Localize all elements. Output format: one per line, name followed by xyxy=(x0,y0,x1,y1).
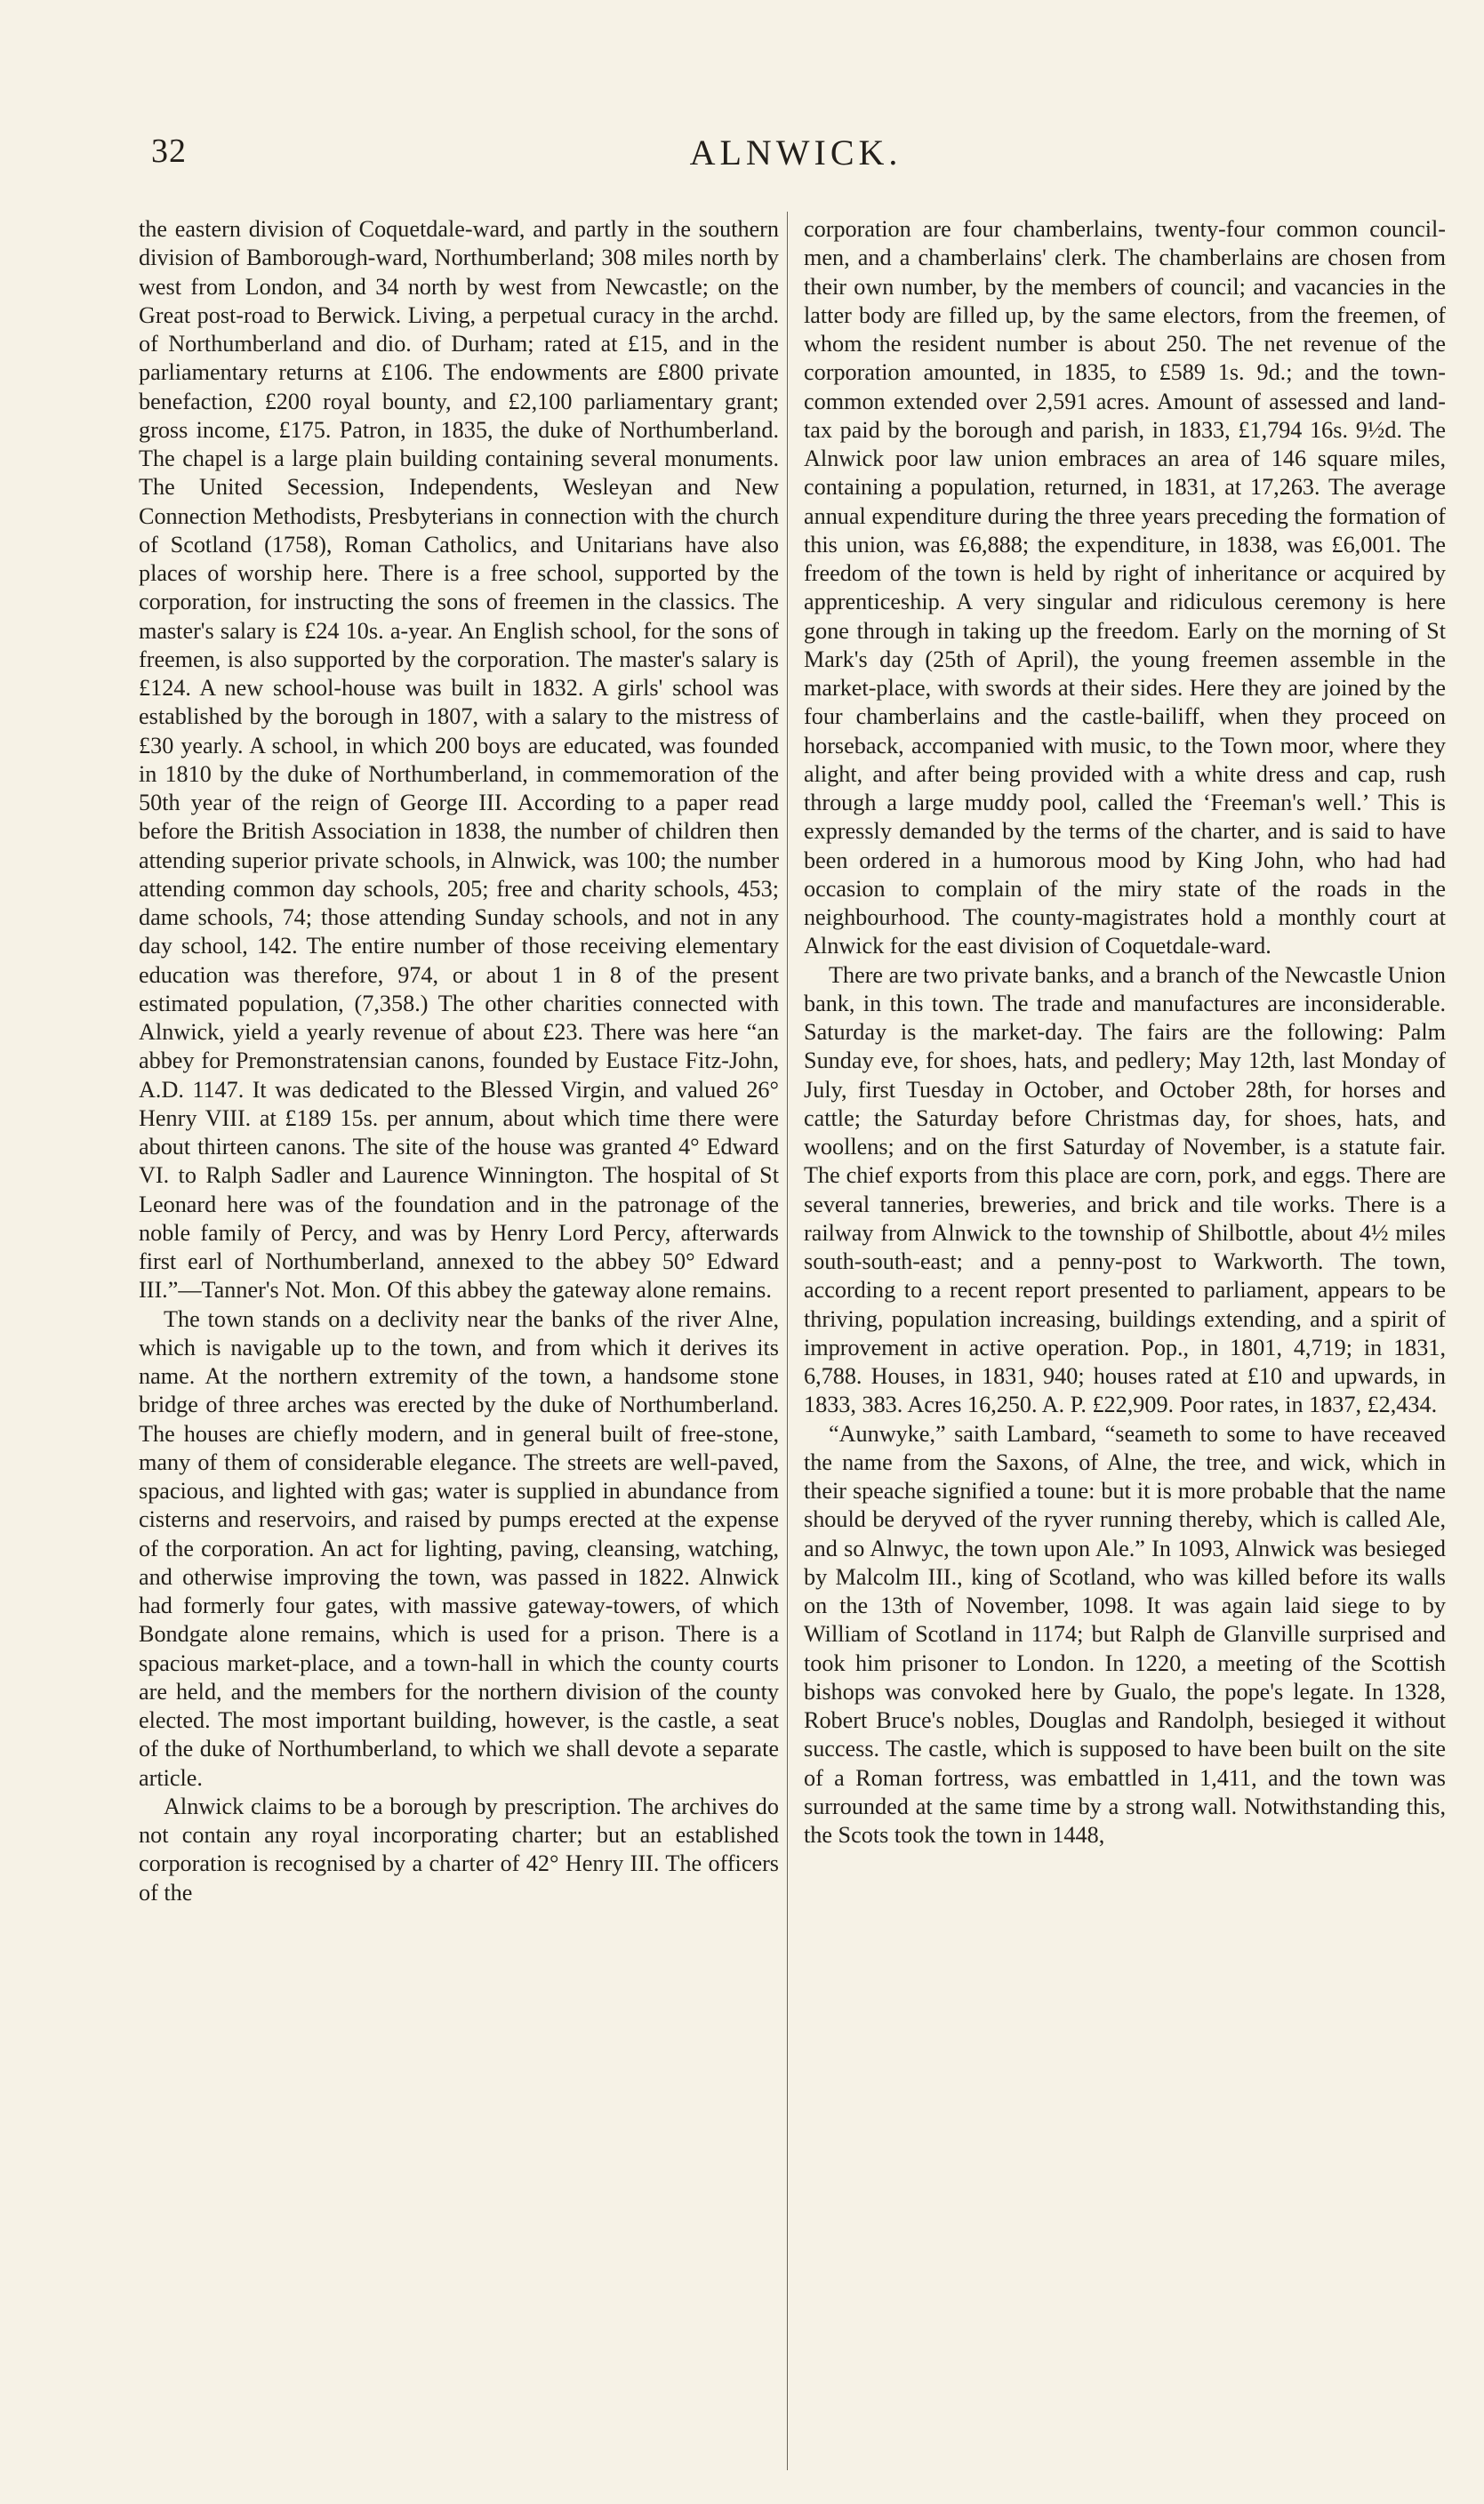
running-title: ALNWICK. xyxy=(689,132,902,173)
paragraph: the eastern division of Coquetdale-ward, and partly in the southern division of Bamborough-ward, Northumberland; 308 miles north by west from London, and 34 north by west from Newcastle; on the Great post-road to Berwick. Living, a perpetual curacy in the archd. of Northumberland and dio. of Durham; rated at £15, and in the parliamentary returns at £106. The endowments are £800 private benefaction, £200 royal bounty, and £2,100 parliamentary grant; gross income, £175. Patron, in 1835, the duke of Northumberland. The chapel is a large plain building containing several monuments. The United Secession, Independents, Wesleyan and New Connection Methodists, Presbyterians in connection with the church of Scotland (1758), Roman Catholics, and Unitarians have also places of worship here. There is a free school, supported by the corporation, for instructing the sons of freemen in the classics. The master's salary is £24 10s. a-year. An English school, for the sons of freemen, is also supported by the corporation. The master's salary is £124. A new school-house was built in 1832. A girls' school was established by the borough in 1807, with a salary to the mistress of £30 yearly. A school, in which 200 boys are educated, was founded in 1810 by the duke of Northumberland, in commemoration of the 50th year of the reign of George III. According to a paper read before the British Association in 1838, the number of children then attending superior private schools, in Alnwick, was 100; the number attending common day schools, 205; free and charity schools, 453; dame schools, 74; those attending Sunday schools, and not in any day school, 142. The entire number of those receiving elementary education was therefore, 974, or about 1 in 8 of the present estimated population, (7,358.) The other charities connected with Alnwick, yield a yearly revenue of about £23. There was here “an abbey for Premonstratensian canons, founded by Eustace Fitz-John, A.D. 1147. It was dedicated to the Blessed Virgin, and valued 26° Henry VIII. at £189 15s. per annum, about which time there were about thirteen canons. The site of the house was granted 4° Edward VI. to Ralph Sadler and Laurence Winnington. The hospital of St Leonard here was of the foundation and in the patronage of the noble family of Percy, and was by Henry Lord Percy, afterwards first earl of Northumberland, annexed to the abbey 50° Edward III.”—Tanner's Not. Mon. Of this abbey the gateway alone remains. xyxy=(139,216,779,1304)
paragraph: There are two private banks, and a branch of the Newcastle Union bank, in this town. The trade and manufactures are inconsiderable. Saturday is the market-day. The fairs are the following: Palm Sunday eve, for shoes, hats, and pedlery; May 12th, last Monday of July, first Tuesday in October, and October 28th, for horses and cattle; the Saturday before Christmas day, for shoes, hats, and woollens; and on the first Saturday of November, is a statute fair. The chief exports from this place are corn, pork, and eggs. There are several tanneries, breweries, and brick and tile works. There is a railway from Alnwick to the township of Shilbottle, about 4½ miles south-south-east; and a penny-post to Warkworth. The town, according to a recent report presented to parliament, appears to be thriving, population increasing, buildings extending, and a spirit of improvement in active operation. Pop., in 1801, 4,719; in 1831, 6,788. Houses, in 1831, 940; houses rated at £10 and upwards, in 1833, 383. Acres 16,250. A. P. £22,909. Poor rates, in 1837, £2,434. xyxy=(804,961,1446,1418)
page-header xyxy=(142,132,1449,185)
paragraph: The town stands on a declivity near the banks of the river Alne, which is navigable up to the town, and from which it derives its name. At the northern extremity of the town, a handsome stone bridge of three arches was erected by the duke of Northumberland. The houses are chiefly modern, and in general built of free-stone, many of them of considerable elegance. The streets are well-paved, spacious, and lighted with gas; water is supplied in abundance from cisterns and reservoirs, and raised by pumps erected at the expense of the corporation. An act for lighting, paving, cleansing, watching, and otherwise improving the town, was passed in 1822. Alnwick had formerly four gates, with massive gateway-towers, of which Bondgate alone remains, which is used for a prison. There is a spacious market-place, and a town-hall in which the county courts are held, and the members for the northern division of the county elected. The most important building, however, is the castle, a seat of the duke of Northumberland, to which we shall devote a separate article. xyxy=(139,1305,779,1791)
column-divider xyxy=(787,212,788,2470)
left-column xyxy=(139,215,779,2474)
right-column xyxy=(804,215,1446,2474)
paragraph: corporation are four chamberlains, twenty-four common council-men, and a chamberlains' clerk. The chamberlains are chosen from their own number, by the members of council; and vacancies in the latter body are filled up, by the same electors, from the freemen, of whom the resident number is about 250. The net revenue of the corporation amounted, in 1835, to £589 1s. 9d.; and the town-common extended over 2,591 acres. Amount of assessed and land-tax paid by the borough and parish, in 1833, £1,794 16s. 9½d. The Alnwick poor law union embraces an area of 146 square miles, containing a population, returned, in 1831, at 17,263. The average annual expenditure during the three years preceding the formation of this union, was £6,888; the expenditure, in 1838, was £6,001. The freedom of the town is held by right of inheritance or acquired by apprenticeship. A very singular and ridiculous ceremony is here gone through in taking up the freedom. Early on the morning of St Mark's day (25th of April), the young freemen assemble in the market-place, with swords at their sides. Here they are joined by the four chamberlains and the castle-bailiff, when they proceed on horseback, accompanied with music, to the Town moor, where they alight, and after being provided with a white dress and cap, rush through a large muddy pool, called the ‘Freeman's well.’ This is expressly demanded by the terms of the charter, and is said to have been ordered in a humorous mood by King John, who had had occasion to complain of the miry state of the roads in the neighbourhood. The county-magistrates hold a monthly court at Alnwick for the east division of Coquetdale-ward. xyxy=(804,216,1446,959)
paragraph: “Aunwyke,” saith Lambard, “seameth to some to have receaved the name from the Saxons, of Alne, the tree, and wick, which in their speache signified a toune: but it is more probable that the name should be deryved of the ryver running thereby, which is called Ale, and so Alnwyc, the town upon Ale.” In 1093, Alnwick was besieged by Malcolm III., king of Scotland, who was killed before its walls on the 13th of November, 1098. It was again laid siege to by William of Scotland in 1174; but Ralph de Glanville surprised and took him prisoner to London. In 1220, a meeting of the Scottish bishops was convoked here by Gualo, the pope's legate. In 1328, Robert Bruce's nobles, Douglas and Randolph, besieged it without success. The castle, which is supposed to have been built on the site of a Roman fortress, was embattled in 1,411, and the town was surrounded at the same time by a strong wall. Notwithstanding this, the Scots took the town in 1448, xyxy=(804,1420,1446,1848)
page-number: 32 xyxy=(151,132,187,170)
paragraph: Alnwick claims to be a borough by prescription. The archives do not contain any royal incorporating charter; but an established corporation is recognised by a charter of 42° Henry III. The officers of the xyxy=(139,1793,779,1906)
